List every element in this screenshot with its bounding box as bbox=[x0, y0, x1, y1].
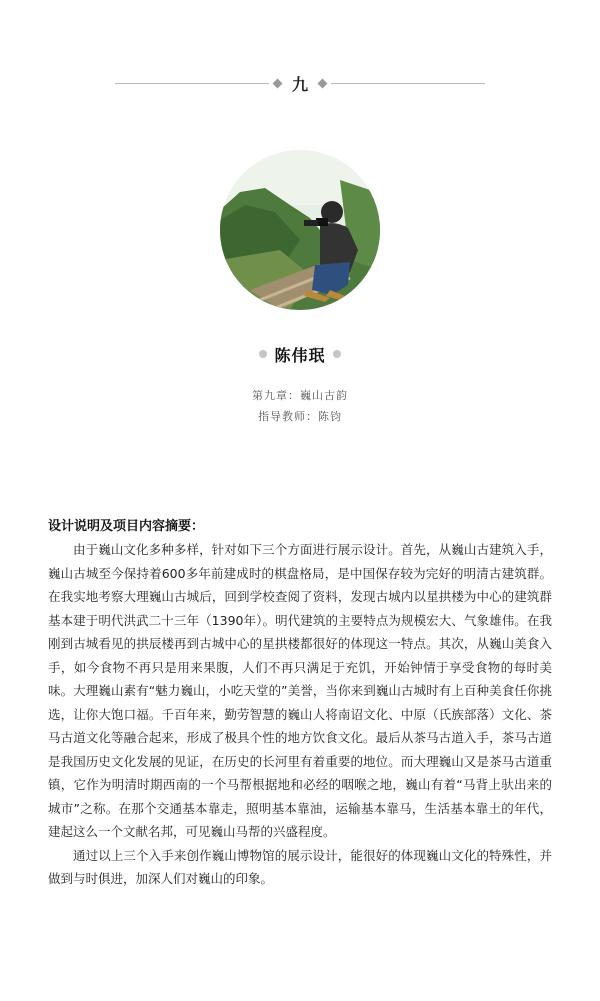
section-title: 设计说明及项目内容摘要： bbox=[48, 519, 205, 534]
section-body bbox=[48, 538, 552, 891]
diamond-ornament-left bbox=[273, 78, 283, 88]
chapter-header bbox=[115, 66, 485, 100]
author-photo bbox=[220, 150, 380, 310]
divider-left bbox=[115, 83, 269, 84]
dot-ornament-right bbox=[333, 350, 341, 358]
chapter-title: 第九章：巍山古韵 bbox=[252, 389, 348, 402]
author-name: 陈伟珉 bbox=[274, 345, 326, 365]
body-paragraph: 通过以上三个入手来创作巍山博物馆的展示设计，能很好的体现巍山文化的特殊性，并做到与时俱进，加深人们对巍山的印象。 bbox=[48, 847, 552, 886]
chapter-number: 九 bbox=[292, 74, 309, 94]
diamond-ornament-right bbox=[318, 78, 328, 88]
author-name-row bbox=[0, 340, 600, 368]
dot-ornament-left bbox=[259, 350, 267, 358]
body-paragraph: 由于巍山文化多种多样，针对如下三个方面进行展示设计。首先，从巍山古建筑入手，巍山古城至今保持着600多年前建成时的棋盘格局，是中国保存较为完好的明清古建筑群。在我实地考察大理巍山古城后，回到学校查阅了资料，发现古城内以星拱楼为中心的建筑群基本建于明代洪武二十三年（1390年）。明代建筑的主要特点为规模宏大、气象雄伟。在我刚到古城看见的拱辰楼再到古城中心的星拱楼都很好的体现这一特点。其次，从巍山美食入手，如今食物不再只是用来果腹，人们不再只满足于充饥，开始钟情于享受食物的每时美味。大理巍山素有“魅力巍山，小吃天堂的”美誉，当你来到巍山古城时有上百种美食任你挑选，让你大饱口福。千百年来，勤劳智慧的巍山人将南诏文化、中原（氏族部落）文化、茶马古道文化等融合起来，形成了极具个性的地方饮食文化。最后从茶马古道入手，茶马古道是我国历史文化发展的见证，在历史的长河里有着重要的地位。而大理巍山又是茶马古道重镇，它作为明清时期西南的一个马帮根据地和必经的咽喉之地，巍山有着“马背上驮出来的城市”之称。在那个交通基本靠走，照明基本靠油，运输基本靠马，生活基本靠土的年代，建起这么一个文献名邦，可见巍山马帮的兴盛程度。 bbox=[48, 542, 552, 839]
advisor: 指导教师：陈钧 bbox=[258, 410, 342, 423]
divider-right bbox=[331, 83, 485, 84]
